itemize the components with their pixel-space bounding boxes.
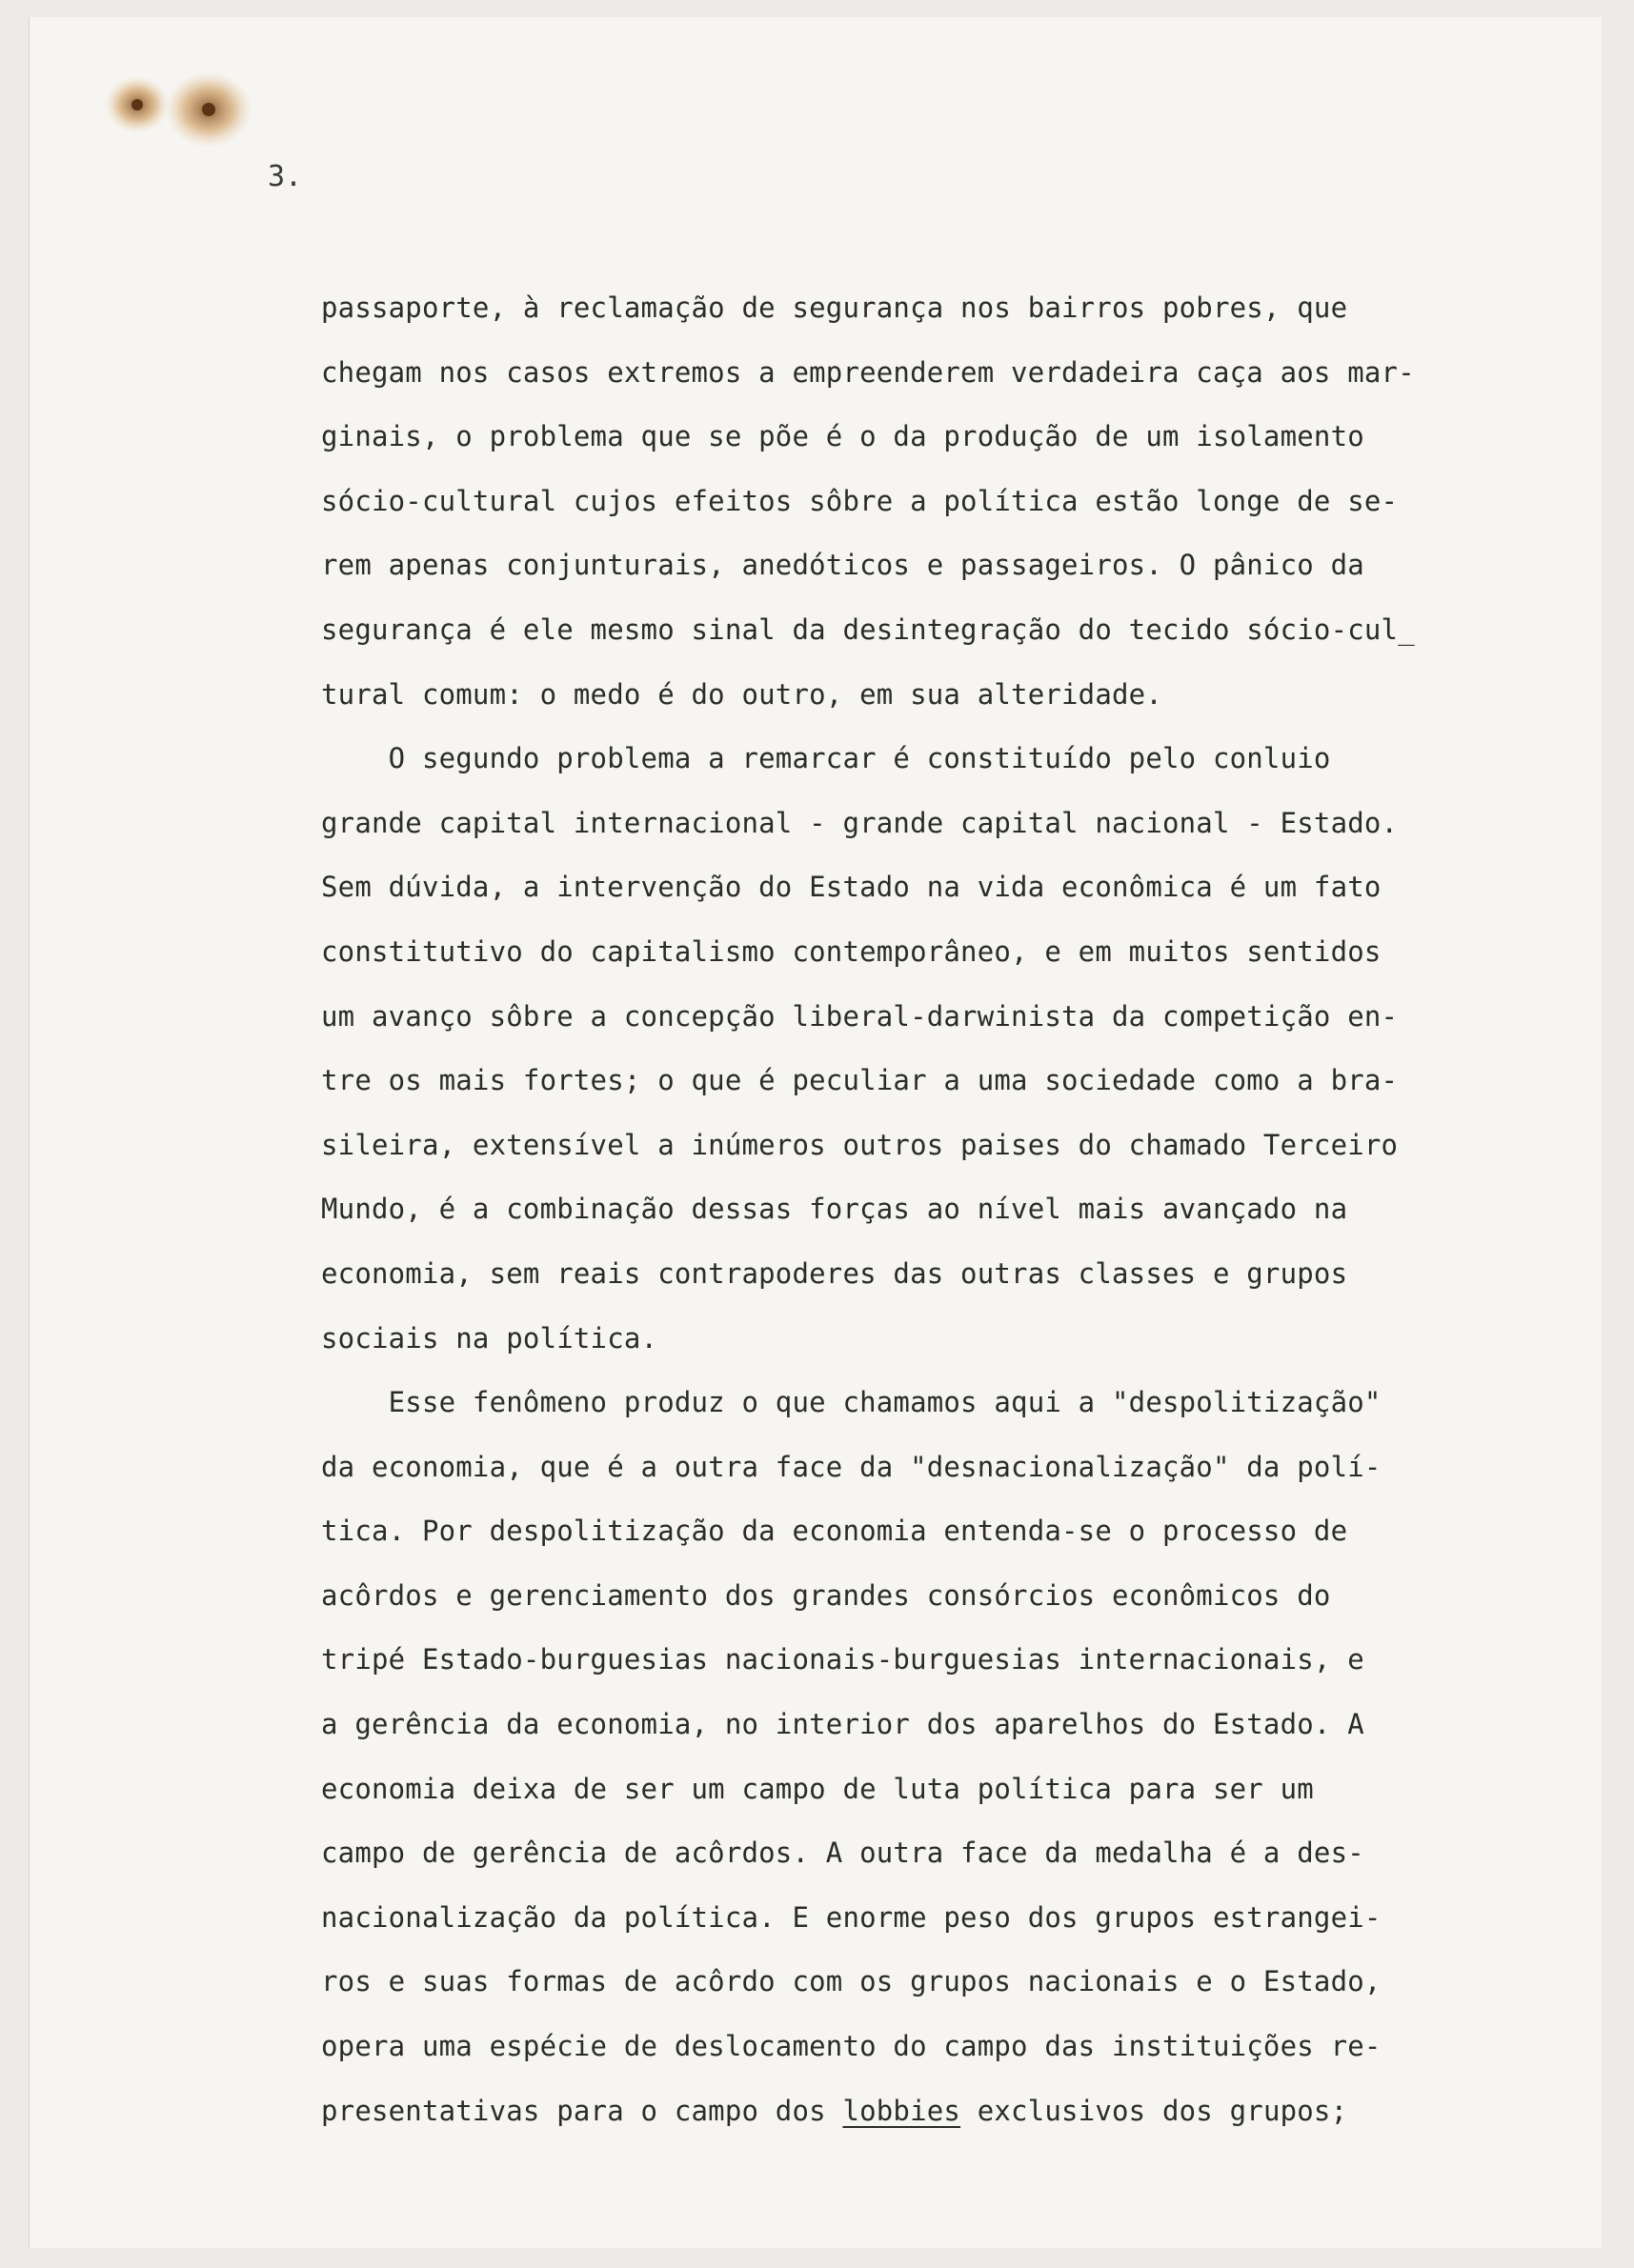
text-line: Sem dúvida, a intervenção do Estado na vida econômica é um fato [321,871,1382,904]
text-line: ros e suas formas de acôrdo com os grupos nacionais e o Estado, [321,1965,1382,1998]
text-line: campo de gerência de acôrdos. A outra face da medalha é a des- [321,1836,1364,1870]
text-line: economia, sem reais contrapoderes das outras classes e grupos [321,1256,1348,1290]
text-line: acôrdos e gerenciamento dos grandes consórcios econômicos do [321,1578,1331,1612]
text-line: da economia, que é a outra face da "desnacionalização" da polí- [321,1450,1382,1483]
text-line: passaporte, à reclamação de segurança nos bairros pobres, que [321,291,1348,324]
text-line: segurança é ele mesmo sinal da desintegração do tecido sócio-cul_ [321,612,1415,646]
text-line: constitutivo do capitalismo contemporâneo, e em muitos sentidos [321,934,1382,968]
text-line: opera uma espécie de deslocamento do campo das instituições re- [321,2030,1382,2063]
text-line: nacionalização da política. E enorme peso dos grupos estrangei- [321,1900,1382,1934]
underlined-word: lobbies [842,2094,961,2127]
text-line: Mundo, é a combinação dessas forças ao nível mais avançado na [321,1193,1348,1226]
rust-stain-icon [94,57,285,162]
paper-sheet [29,17,1602,2248]
text-line: grande capital internacional - grande capital nacional - Estado. [321,806,1399,839]
text-line: a gerência da economia, no interior dos aparelhos do Estado. A [321,1708,1364,1741]
body-text [321,276,1588,2143]
text-line: chegam nos casos extremos a empreenderem verdadeira caça aos mar- [321,355,1415,389]
text-line: tripé Estado-burguesias nacionais-burguesias internacionais, e [321,1643,1364,1676]
text-line: economia deixa de ser um campo de luta política para ser um [321,1772,1314,1805]
page-number: 3. [268,160,303,193]
text-line: tre os mais fortes; o que é peculiar a uma sociedade como a bra- [321,1064,1399,1097]
text-line: rem apenas conjunturais, anedóticos e passageiros. O pânico da [321,549,1364,582]
text-line-last [321,2079,1588,2144]
text-line: O segundo problema a remarcar é constituído pelo conluio [321,742,1331,775]
text-line: sociais na política. [321,1321,658,1355]
text-line: Esse fenômeno produz o que chamamos aqui a "despolitização" [321,1386,1382,1419]
text-fragment: presentativas para o campo dos [321,2094,843,2127]
text-line: tica. Por despolitização da economia entenda-se o processo de [321,1515,1348,1548]
text-line: sócio-cultural cujos efeitos sôbre a política estão longe de se- [321,484,1399,517]
text-line: sileira, extensível a inúmeros outros paises do chamado Terceiro [321,1128,1399,1161]
text-line: ginais, o problema que se põe é o da produção de um isolamento [321,420,1364,453]
text-line: um avanço sôbre a concepção liberal-darwinista da competição en- [321,999,1399,1033]
text-line: tural comum: o medo é do outro, em sua alteridade. [321,677,1162,711]
text-fragment: exclusivos dos grupos; [960,2094,1348,2127]
